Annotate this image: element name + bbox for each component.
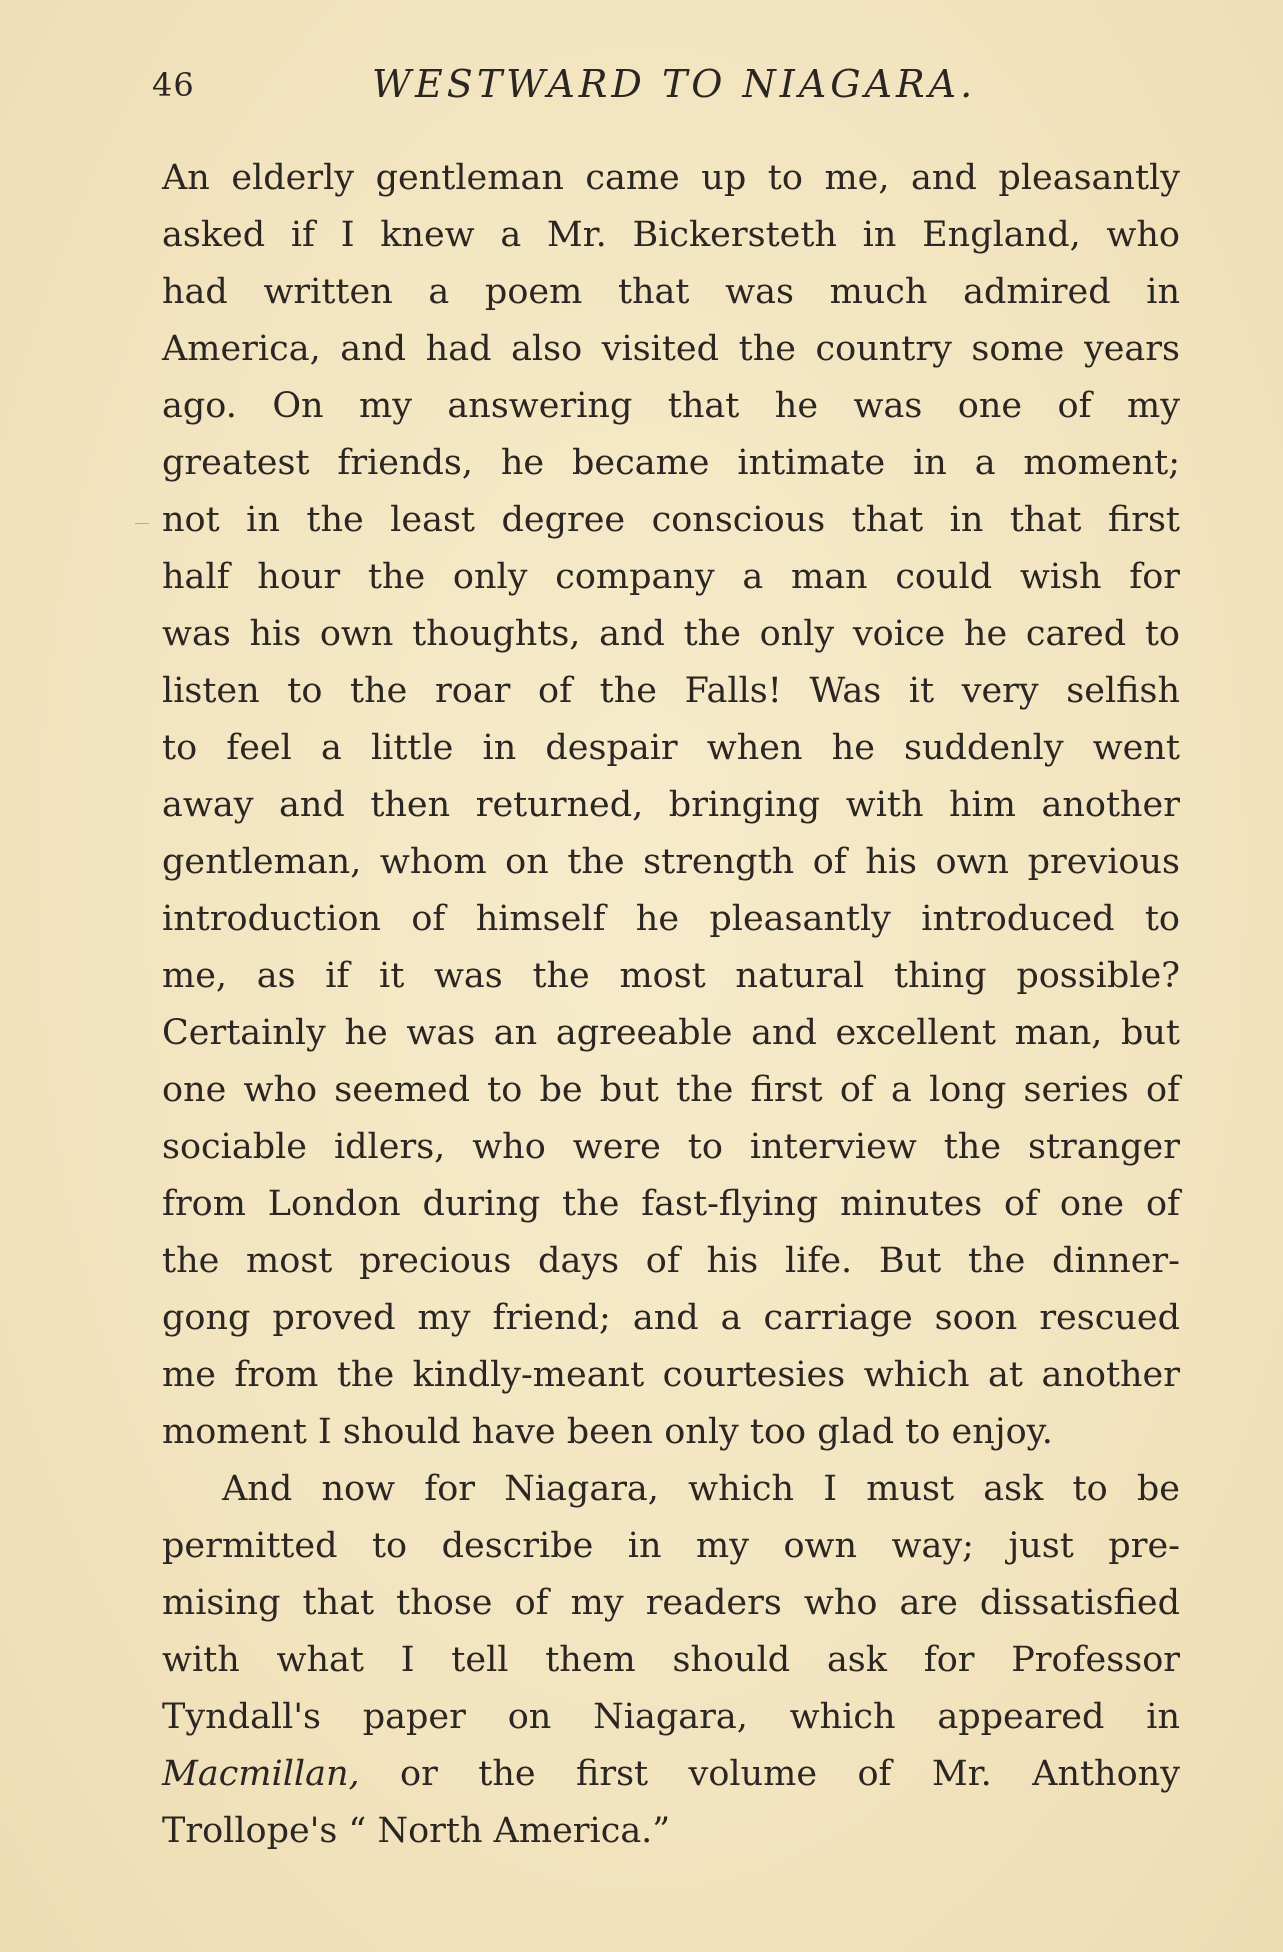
text-line: asked if I knew a Mr. Bickersteth in England, who (162, 215, 1180, 255)
text-line: permitted to describe in my own way; just pre- (162, 1526, 1180, 1566)
text-line: Certainly he was an agreeable and excellent man, but (162, 1013, 1180, 1053)
text-line: America, and had also visited the country some years (162, 329, 1180, 369)
page-header (152, 60, 1192, 120)
text-line: me, as if it was the most natural thing possible? (162, 956, 1180, 996)
text-line: gentleman, whom on the strength of his own previous (162, 842, 1180, 882)
text-line: me from the kindly-meant courtesies which at another (162, 1355, 1180, 1395)
text-line: not in the least degree conscious that in that first (162, 500, 1180, 540)
body-text (162, 150, 1180, 1860)
margin-mark (135, 523, 149, 524)
text-line: sociable idlers, who were to interview the stranger (162, 1127, 1180, 1167)
page-number: 46 (152, 66, 195, 104)
text-line: half hour the only company a man could wish for (162, 557, 1180, 597)
text-line: introduction of himself he pleasantly introduced to (162, 899, 1180, 939)
text-line: from London during the fast-flying minutes of one of (162, 1184, 1180, 1224)
text-line: was his own thoughts, and the only voice he cared to (162, 614, 1180, 654)
text-line: listen to the roar of the Falls! Was it very selfish (162, 671, 1180, 711)
text-line: to feel a little in despair when he suddenly went (162, 728, 1180, 768)
text-line-with-italic (162, 1746, 1180, 1803)
text-line: Tyndall's paper on Niagara, which appeared in (162, 1697, 1180, 1737)
italic-title: Macmillan, (162, 1754, 360, 1794)
text-line: moment I should have been only too glad to enjoy. (162, 1412, 1053, 1452)
text-line: with what I tell them should ask for Professor (162, 1640, 1180, 1680)
text-line: Trollope's “ North America.” (162, 1811, 671, 1851)
text-line: greatest friends, he became intimate in a moment; (162, 443, 1180, 483)
text-line: gong proved my friend; and a carriage soon rescued (162, 1298, 1180, 1338)
running-head: WESTWARD TO NIAGARA. (372, 62, 977, 106)
text-line: And now for Niagara, which I must ask to be (222, 1469, 1180, 1509)
text-line: mising that those of my readers who are dissatisfied (162, 1583, 1180, 1623)
text-line: one who seemed to be but the first of a long series of (162, 1070, 1180, 1110)
text-fragment: or the first volume of Mr. Anthony (359, 1754, 1180, 1794)
text-line: away and then returned, bringing with him another (162, 785, 1180, 825)
text-line: the most precious days of his life. But the dinner- (162, 1241, 1180, 1281)
text-line: ago. On my answering that he was one of my (162, 386, 1180, 426)
text-line: An elderly gentleman came up to me, and pleasantly (162, 158, 1180, 198)
text-line: had written a poem that was much admired in (162, 272, 1180, 312)
